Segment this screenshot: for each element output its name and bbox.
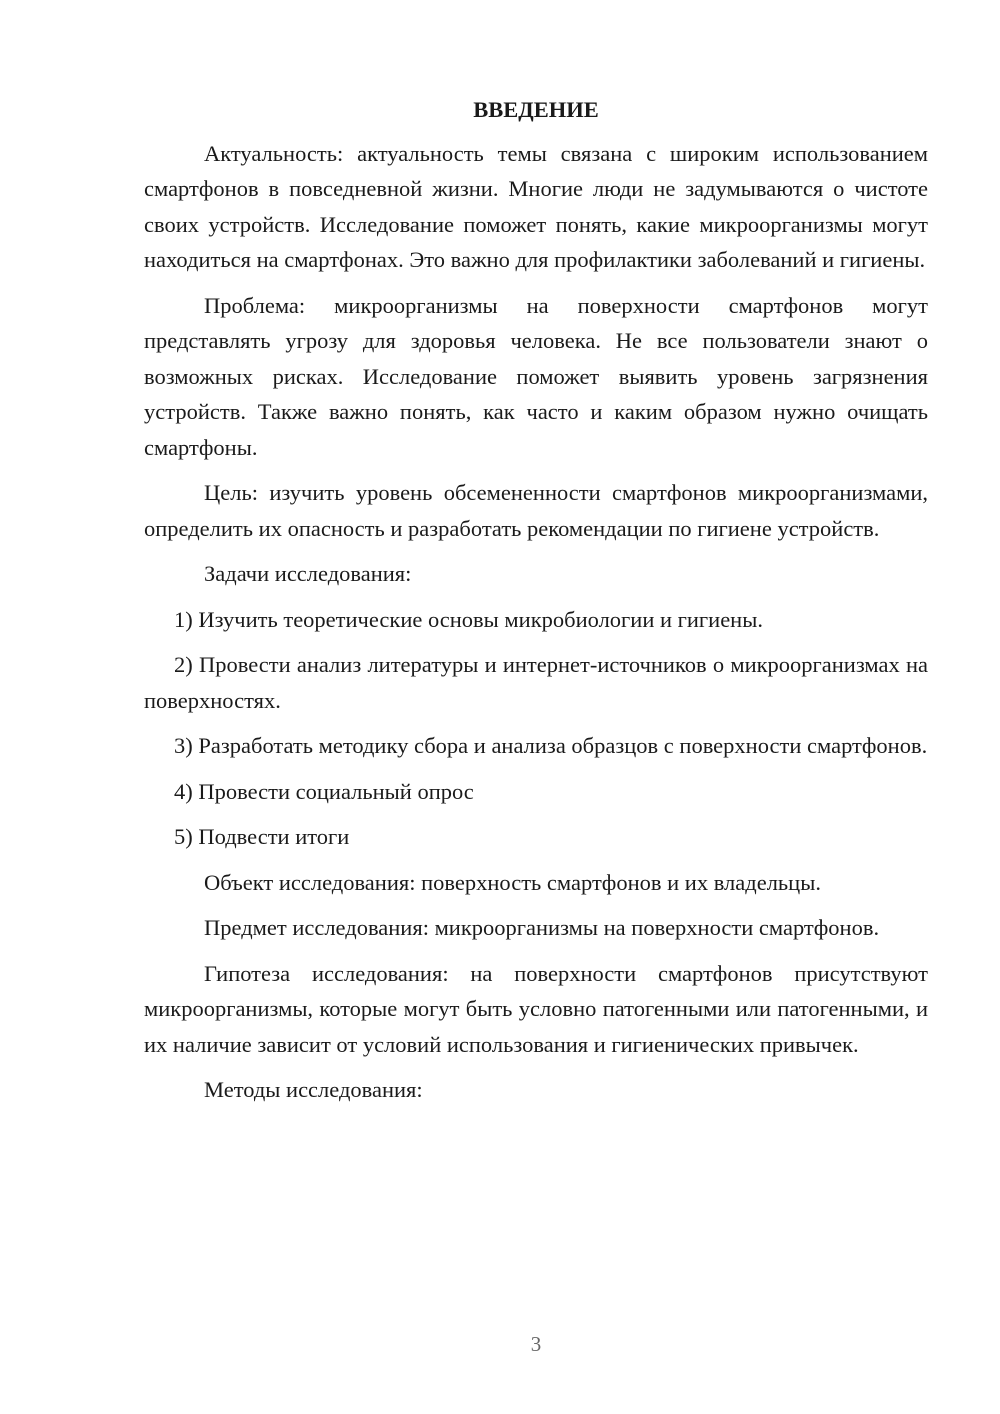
task-item: 3) Разработать методику сбора и анализа образцов с поверхности смартфонов. bbox=[174, 733, 928, 758]
tasks-heading: Задачи исследования: bbox=[204, 561, 412, 586]
task-item: 4) Провести социальный опрос bbox=[174, 778, 474, 804]
page-content bbox=[144, 92, 928, 1118]
problem-paragraph: Проблема: микроорганизмы на поверхности смартфонов могут представлять угрозу для здоровья человека. Не все пользователи знают о возможных рисках. Исследование поможет выявить уровень загрязнения устройств. Также важно понять, как часто и каким образом нужно очищать смартфоны. bbox=[144, 292, 928, 460]
page-title: ВВЕДЕНИЕ bbox=[473, 97, 599, 122]
goal-paragraph: Цель: изучить уровень обсемененности смартфонов микроорганизмами, определить их опасность и разработать рекомендации по гигиене устройств. bbox=[144, 480, 928, 541]
hypothesis-paragraph: Гипотеза исследования: на поверхности смартфонов присутствуют микроорганизмы, которые могут быть условно патогенными или патогенными, и их наличие зависит от условий использования и гигиенических привычек. bbox=[144, 960, 928, 1057]
relevance-paragraph: Актуальность: актуальность темы связана с широким использованием смартфонов в повседневной жизни. Многие люди не задумываются о чистоте своих устройств. Исследование поможет понять, какие микроорганизмы могут находиться на смартфонах. Это важно для профилактики заболеваний и гигиены. bbox=[144, 140, 928, 272]
page-number: 3 bbox=[530, 1332, 542, 1356]
task-item: 1) Изучить теоретические основы микробиологии и гигиены. bbox=[174, 606, 763, 632]
methods-heading: Методы исследования: bbox=[204, 1077, 423, 1102]
task-item: 5) Подвести итоги bbox=[174, 824, 350, 849]
subject-paragraph: Предмет исследования: микроорганизмы на поверхности смартфонов. bbox=[204, 915, 880, 940]
object-paragraph: Объект исследования: поверхность смартфонов и их владельцы. bbox=[204, 869, 821, 895]
task-item: 2) Провести анализ литературы и интернет-источников о микроорганизмах на поверхностях. bbox=[144, 652, 928, 713]
